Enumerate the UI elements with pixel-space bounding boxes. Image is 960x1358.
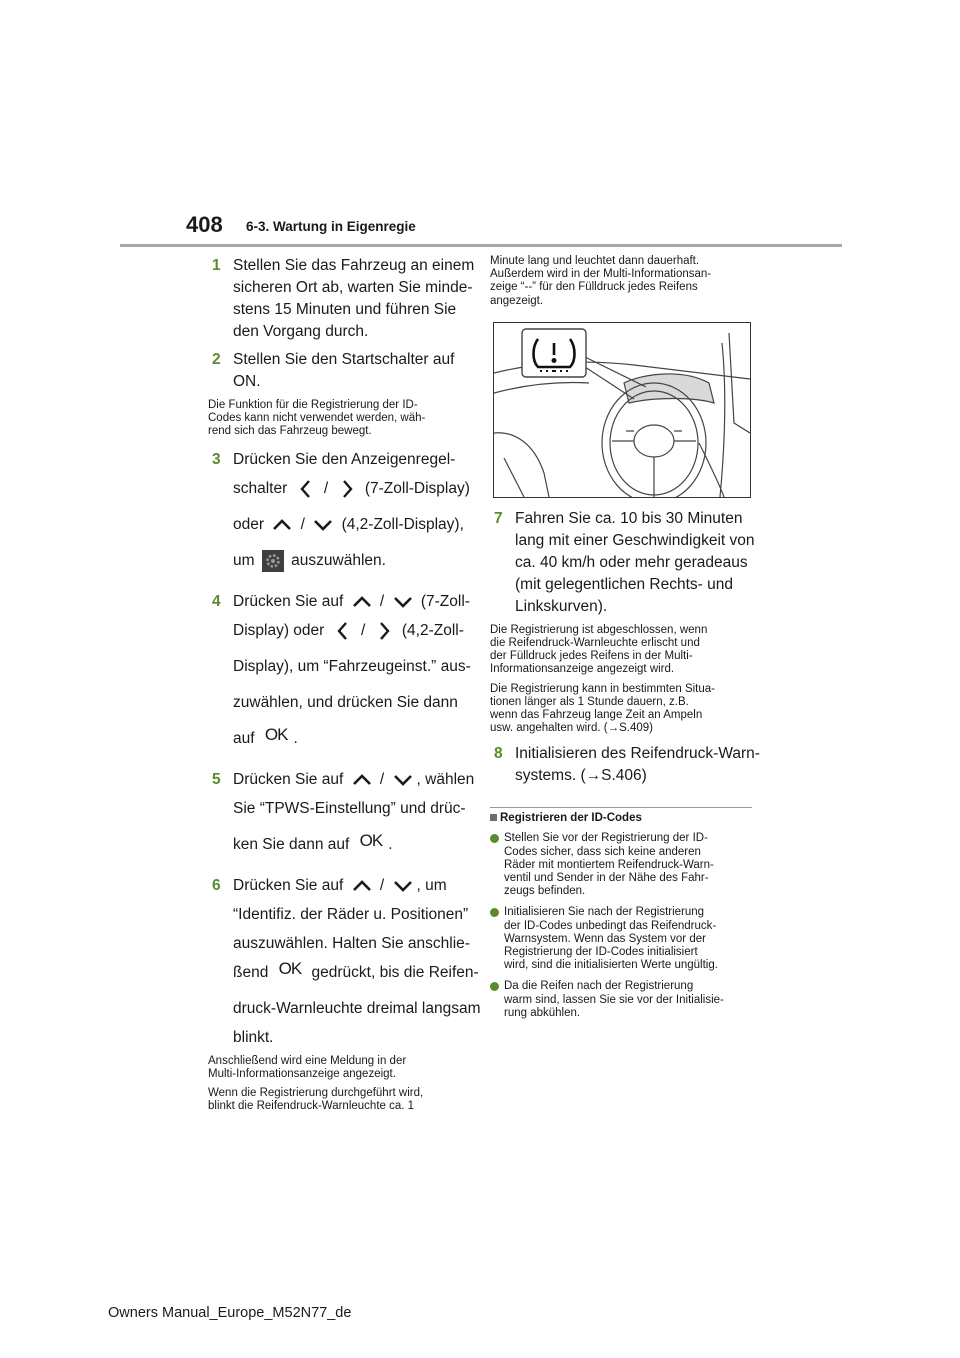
chevron-up-icon <box>271 514 293 536</box>
chevron-down-icon <box>312 514 334 536</box>
chevron-right-icon <box>336 478 358 500</box>
step-text: blinkt. <box>233 1028 274 1046</box>
bullet-line: ventil und Sender in der Nähe des Fahr- <box>504 872 709 885</box>
step-text <box>233 613 468 649</box>
chevron-left-icon <box>332 620 354 642</box>
note-line: tionen länger als 1 Stunde dauern, z.B. <box>490 695 689 708</box>
step-text: druck-Warnleuchte dreimal langsam <box>233 999 481 1017</box>
dashboard-drawing <box>494 323 750 497</box>
step-3 <box>208 449 468 579</box>
step-text: zuwählen, und drücken Sie dann <box>233 693 458 711</box>
step-text: stens 15 Minuten und führen Sie <box>233 301 457 318</box>
note-line: rend sich das Fahrzeug bewegt. <box>208 425 372 438</box>
text: Display) oder <box>233 621 325 639</box>
step-text: sicheren Ort ab, warten Sie minde- <box>233 279 473 296</box>
note-line: Die Funktion für die Registrierung der ID- <box>208 399 418 411</box>
bullet-item <box>490 980 752 1020</box>
step-number: 1 <box>212 257 221 274</box>
step-text: ca. 40 km/h oder mehr geradeaus <box>515 553 748 571</box>
separator: / <box>360 621 366 639</box>
bullet-item <box>490 832 752 898</box>
step-text: Linkskurven). <box>515 597 608 615</box>
note-line: die Reifendruck-Warnleuchte erlischt und <box>490 637 700 650</box>
heading-text: Registrieren der ID-Codes <box>500 812 642 825</box>
bullet-dot-icon <box>490 834 499 843</box>
text: auf <box>233 729 255 747</box>
ok-icon: OK <box>264 724 288 744</box>
note-line: Die Registrierung kann in bestimmten Situa- <box>490 682 715 695</box>
bullet-line: Da die Reifen nach der Registrierung <box>504 980 694 993</box>
text: Drücken Sie auf <box>233 592 344 610</box>
step-text: Initialisieren des Reifendruck-Warn- <box>515 745 760 763</box>
note-line: Wenn die Registrierung durchgeführt wird, <box>208 1087 424 1100</box>
step-7 <box>490 508 755 618</box>
step-text: systems. (→S.406) <box>515 767 647 785</box>
step-number: 2 <box>212 351 221 368</box>
text: gedrückt, bis die Reifen- <box>311 963 479 981</box>
step-number: 6 <box>212 876 221 894</box>
text: (4,2-Zoll- <box>401 621 464 639</box>
step-5 <box>208 769 475 863</box>
step-text: Stellen Sie das Fahrzeug an einem <box>233 257 475 274</box>
bullet-line: Codes sicher, dass sich keine anderen <box>504 845 701 858</box>
footer-text: Owners Manual_Europe_M52N77_de <box>108 1305 352 1321</box>
step-text: den Vorgang durch. <box>233 323 369 340</box>
note-moving-vehicle <box>208 399 468 439</box>
text: auszuwählen. <box>291 551 386 569</box>
step-number: 4 <box>212 592 221 610</box>
left-column <box>208 255 481 1119</box>
step-1 <box>208 255 475 343</box>
separator: / <box>300 515 305 533</box>
step-number: 5 <box>212 770 221 788</box>
dashboard-illustration <box>493 322 751 498</box>
bullet-item <box>490 906 752 972</box>
text: schalter <box>233 479 288 497</box>
chevron-up-icon <box>351 875 373 897</box>
note-line: wenn das Fahrzeug lange Zeit an Ampeln <box>490 709 703 722</box>
text: ßend <box>233 963 269 981</box>
chevron-down-icon <box>392 769 414 791</box>
bullet-line: Räder mit montiertem Reifendruck-Warn- <box>504 858 714 871</box>
chevron-right-icon <box>373 620 395 642</box>
note-registration-complete <box>490 624 752 677</box>
step-text <box>233 543 468 579</box>
step-8 <box>490 743 760 787</box>
bullet-line: Initialisieren Sie nach der Registrierung <box>504 906 705 919</box>
note-line: Multi-Informationsanzeige angezeigt. <box>208 1067 396 1080</box>
step-4 <box>208 591 471 757</box>
step-text: Sie “TPWS-Einstellung” und drüc- <box>233 799 466 817</box>
step-text: Display), um “Fahrzeugeinst.” aus- <box>233 657 471 675</box>
bullet-line: Stellen Sie vor der Registrierung der ID- <box>504 832 708 845</box>
step-number: 8 <box>494 745 503 763</box>
note-message <box>208 1055 468 1081</box>
step-number: 7 <box>494 509 503 527</box>
step-6 <box>208 875 481 1049</box>
text: (4,2-Zoll-Display), <box>341 515 464 533</box>
text: . <box>388 835 393 853</box>
text: ken Sie dann auf <box>233 835 350 853</box>
step-text: (mit gelegentlichen Rechts- und <box>515 575 733 593</box>
note-blink <box>208 1087 468 1113</box>
text: (7-Zoll- <box>420 592 470 610</box>
separator: / <box>323 479 329 497</box>
step-text: lang mit einer Geschwindigkeit von <box>515 531 755 549</box>
bullet-line: wird, sind die initialisierten Werte ungültig. <box>504 959 718 972</box>
text: oder <box>233 515 265 533</box>
step-text: Drücken Sie den Anzeigenregel- <box>233 450 456 468</box>
separator: / <box>379 770 385 788</box>
text: . <box>293 729 298 747</box>
section-title: 6-3. Wartung in Eigenregie <box>246 219 416 234</box>
chevron-left-icon <box>295 478 317 500</box>
note-continued <box>490 255 752 308</box>
text: (7-Zoll-Display) <box>364 479 470 497</box>
note-line: usw. angehalten wird. (→S.409) <box>490 722 654 735</box>
text: Drücken Sie auf <box>233 770 344 788</box>
square-bullet-icon <box>490 814 497 821</box>
text: um <box>233 551 255 569</box>
step-text: Stellen Sie den Startschalter auf <box>233 351 455 368</box>
note-line: Informationsanzeige angezeigt wird. <box>490 663 675 676</box>
note-line: Die Registrierung ist abgeschlossen, wenn <box>490 623 708 636</box>
note-line: zeige “--” für den Fülldruck jedes Reifens <box>490 281 698 294</box>
step-2 <box>208 349 468 393</box>
note-line: Codes kann nicht verwendet werden, wäh- <box>208 412 426 425</box>
note-registration-duration <box>490 683 752 736</box>
header-rule <box>120 244 842 247</box>
note-line: Außerdem wird in der Multi-Informationsan- <box>490 268 712 281</box>
separator: / <box>379 876 385 894</box>
bullet-line: Warnsystem. Wenn das System vor der <box>504 932 706 945</box>
separator: / <box>379 592 385 610</box>
text: , wählen <box>416 770 475 788</box>
step-text: auszuwählen. Halten Sie anschlie- <box>233 934 470 952</box>
bullet-dot-icon <box>490 908 499 917</box>
chevron-up-icon <box>351 769 373 791</box>
step-text: “Identifiz. der Räder u. Positionen” <box>233 905 469 923</box>
right-column <box>490 255 760 1020</box>
chevron-down-icon <box>392 591 414 613</box>
ok-icon: OK <box>278 958 302 978</box>
bullet-line: zeugs befinden. <box>504 885 586 898</box>
pointer-line <box>585 357 646 387</box>
step-text <box>233 769 475 791</box>
note-line: blinkt die Reifendruck-Warnleuchte ca. 1 <box>208 1100 415 1113</box>
chevron-up-icon <box>351 591 373 613</box>
section-heading <box>490 807 752 824</box>
step-number: 3 <box>212 450 221 468</box>
step-text: ON. <box>233 373 261 390</box>
step-text <box>233 591 468 613</box>
note-line: der Fülldruck jedes Reifens in der Multi- <box>490 650 693 663</box>
step-text <box>233 721 468 757</box>
text: Drücken Sie auf <box>233 876 344 894</box>
step-text <box>233 955 479 991</box>
note-line: Anschließend wird eine Meldung in der <box>208 1054 407 1067</box>
bullet-line: Registrierung der ID-Codes initialisiert <box>504 946 698 959</box>
chevron-down-icon <box>392 875 414 897</box>
note-line: angezeigt. <box>490 294 544 307</box>
bullet-line: der ID-Codes unbedingt das Reifendruck- <box>504 919 717 932</box>
ok-icon: OK <box>359 830 383 850</box>
step-text <box>233 507 468 543</box>
note-line: Minute lang und leuchtet dann dauerhaft. <box>490 255 700 267</box>
step-text: Fahren Sie ca. 10 bis 30 Minuten <box>515 509 743 527</box>
text: , um <box>416 876 447 894</box>
page-number: 408 <box>186 212 223 237</box>
bullet-line: warm sind, lassen Sie sie vor der Initialisie- <box>504 993 724 1006</box>
step-text <box>233 875 468 897</box>
bullet-line: rung abkühlen. <box>504 1006 581 1019</box>
step-text <box>233 827 468 863</box>
step-text <box>233 471 468 507</box>
gear-icon <box>262 550 284 572</box>
bullet-dot-icon <box>490 982 499 991</box>
